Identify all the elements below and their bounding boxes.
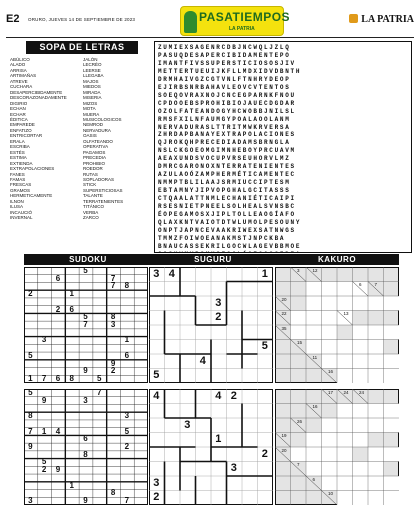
kakuro-clue: 16 xyxy=(312,404,318,409)
word-list-item: TALANTE xyxy=(83,193,103,199)
sudoku-given: 3 xyxy=(41,335,47,345)
letter-grid xyxy=(154,41,412,253)
word-list-item: INCAUCIÓ xyxy=(10,209,33,215)
word-list-item: ILUSA xyxy=(10,204,24,210)
letter-row: BNAUCASSEKRILGOCWLAGEVBBMOE xyxy=(158,242,302,250)
sudoku-given: 5 xyxy=(97,374,102,384)
word-list-item: SOPLADORAS xyxy=(83,176,115,182)
word-list-item: INVERNAL xyxy=(10,215,33,221)
sudoku-given: 6 xyxy=(55,273,61,283)
sudoku-given: 2 xyxy=(28,289,33,299)
sudoku-given: 5 xyxy=(83,312,88,322)
suguru-given: 3 xyxy=(153,267,160,280)
letter-row: TMMZFOIWOEANAKMSTJNPCKBA xyxy=(158,234,286,242)
letter-row: NSLCKGOEOMGIMNHEBOYPRCUAVM xyxy=(158,147,296,155)
word-list-item: NEMROD xyxy=(83,122,103,128)
letter-row: ZUMIEXSAGENRCDBJNCWQLJZLQ xyxy=(158,44,291,51)
kakuro-section xyxy=(275,254,399,265)
sudoku-given: 3 xyxy=(83,395,88,405)
kakuro-clue: 6 xyxy=(312,476,315,482)
letter-row xyxy=(158,251,408,253)
word-list-item: FAMAS xyxy=(10,176,26,182)
letter-row: DRMHAIVGZCGTVNLFTNHRYDEOP xyxy=(158,75,291,83)
pasatiempos-logo xyxy=(180,6,291,36)
letter-row: AZULAOÓZAMPHERMÉTICAMENTEC xyxy=(158,171,296,179)
sudoku-given: 3 xyxy=(28,496,33,506)
sudoku-title: SUDOKU xyxy=(24,254,152,265)
kakuro-clue: 20 xyxy=(281,296,287,302)
sudoku-given: 5 xyxy=(41,457,47,467)
suguru-given: 5 xyxy=(153,369,160,382)
sudoku-given: 9 xyxy=(83,366,88,376)
letter-row: CTQAALATTNMLECHANIÉTICAIPI xyxy=(158,195,296,203)
word-list-item: JALÓN xyxy=(83,57,98,62)
sudoku-section xyxy=(24,254,152,265)
letter-row: NERVADURASLTTRITMWKRVERSA xyxy=(158,123,291,131)
sudoku-given: 5 xyxy=(83,265,88,275)
sudoku-given: 1 xyxy=(28,374,33,384)
sudoku-grid-1 xyxy=(24,267,148,383)
suguru-given: 4 xyxy=(168,267,175,280)
suguru-given: 2 xyxy=(261,447,268,460)
kakuro-clue: 20 xyxy=(281,447,287,453)
sudoku-given: 3 xyxy=(110,319,116,329)
letter-row: AEAXUNDSVOCUPVRSEUHORVLMZ xyxy=(158,155,291,163)
word-list-item: DESCORAZONADAMENTE xyxy=(10,95,67,101)
suguru-given: 2 xyxy=(230,389,237,402)
sudoku-given: 7 xyxy=(41,374,47,384)
suguru-given: 3 xyxy=(230,462,237,475)
word-list-item: SUPERSTICIOSAS xyxy=(83,187,123,193)
word-list-item: LLEGABA xyxy=(83,73,104,79)
kakuro-clue: 16 xyxy=(327,369,333,374)
header-divider xyxy=(6,37,414,38)
kakuro-clue: 19 xyxy=(281,433,287,438)
word-list-item: NERVADURA xyxy=(83,127,111,133)
letter-row: RMSFXILNFAUMGYPOALAOOLANM xyxy=(158,115,291,123)
word-list-item: ENTRICORTAR xyxy=(10,133,43,139)
letter-row: NMMPTBLILAAJSRMIUCCIPTESM xyxy=(158,179,291,187)
word-list-item: STICK xyxy=(83,182,97,188)
sudoku-given: 1 xyxy=(69,289,74,299)
sudoku-given: 8 xyxy=(110,312,116,322)
sudoku-given: 7 xyxy=(124,496,130,506)
letter-row: ONPTJAPNCEVAAKRIWEXSATNWGS xyxy=(158,226,296,234)
sudoku-given: 8 xyxy=(110,488,116,498)
page-header xyxy=(6,6,414,36)
word-list-item: MIRADA xyxy=(83,89,101,95)
word-list-item: MAJOS xyxy=(83,78,99,84)
word-list-item: GRAMOS xyxy=(10,187,31,193)
word-list-item: ERALA xyxy=(10,138,25,144)
sudoku-given: 8 xyxy=(124,281,130,291)
word-list-item: ESTIMA xyxy=(10,155,27,161)
sudoku-given: 8 xyxy=(69,374,74,384)
sudoku-given: 9 xyxy=(55,465,61,475)
sudoku-given: 3 xyxy=(124,411,130,421)
suguru-given: 2 xyxy=(153,491,160,504)
word-list-item: PAGAMOS xyxy=(83,149,106,155)
word-list-item: TITÁNICO xyxy=(83,204,104,210)
sudoku-grid-2 xyxy=(24,389,148,505)
word-list-item: ZARCO xyxy=(83,215,99,221)
word-list-item: ÉDITICA xyxy=(10,116,28,122)
word-list-item: PRECEDIA xyxy=(83,155,107,161)
kakuro-grid-1 xyxy=(275,267,399,383)
mascot-icon xyxy=(184,11,197,33)
suguru-given: 5 xyxy=(261,340,268,353)
sudoku-given: 4 xyxy=(55,426,61,436)
kakuro-clue: 15 xyxy=(296,340,302,345)
suguru-title: SUGURU xyxy=(149,254,277,265)
word-list-item: MISERIA xyxy=(83,95,102,101)
word-list-item: FRESCAS xyxy=(10,182,32,188)
word-list-item: ARRISA xyxy=(10,67,27,73)
kakuro-clue: 13 xyxy=(343,311,349,316)
suguru-given: 1 xyxy=(261,267,268,280)
sudoku-given: 1 xyxy=(41,426,47,436)
word-list-item: ILNON xyxy=(10,198,24,204)
sudoku-given: 2 xyxy=(124,441,130,451)
sudoku-given: 2 xyxy=(41,465,47,475)
sudoku-given: 9 xyxy=(83,496,88,506)
sudoku-given: 7 xyxy=(110,281,116,291)
suguru-given: 1 xyxy=(215,433,222,446)
suguru-lines xyxy=(149,267,273,383)
logo-subtitle: LA PATRIA xyxy=(229,26,255,32)
word-list-item: MOTA xyxy=(83,106,96,112)
word-list-item: HERMETICAMENTE xyxy=(10,193,53,199)
sudoku-given: 1 xyxy=(69,480,74,490)
sudoku-given: 8 xyxy=(83,449,88,459)
sudoku-given: 9 xyxy=(28,441,33,451)
word-list-item: LEERSE xyxy=(83,67,101,73)
sudoku-given: 5 xyxy=(28,350,33,360)
letter-row: PASUQDESAPERCIBIDAMENTEPO xyxy=(158,51,291,59)
word-list-item: ENFATIZO xyxy=(10,127,32,133)
letter-row: ÉOPEGAMOSXJIPLTOLLEAOGÍAFO xyxy=(158,211,296,219)
word-list-item: DIGIRIO xyxy=(10,100,28,106)
word-list-item: ROEDOR xyxy=(83,166,103,172)
sudoku-given: 7 xyxy=(110,273,116,283)
letter-row: CPDOOEBSPROHIBIOJAUECDGDAR xyxy=(158,99,296,107)
word-list-item: EMPAREDE xyxy=(10,122,35,128)
kakuro-grid-2 xyxy=(275,389,399,505)
page-number: E2 xyxy=(6,13,20,25)
word-list-item: ESCRIBA xyxy=(10,144,30,150)
word-list-item: ARTIMAÑAS xyxy=(10,73,37,79)
suguru-given: 3 xyxy=(153,476,160,489)
letter-row: QLAXKNTVAIOTDTWLUMOLPESOUNY xyxy=(158,218,302,226)
logo-title: PASATIEMPOS xyxy=(199,10,291,24)
word-list-item: OASIS xyxy=(83,133,97,139)
word-list xyxy=(10,57,152,253)
sudoku-given: 1 xyxy=(124,335,130,345)
word-list-item: OLFATEANDO xyxy=(83,138,113,144)
sudoku-given: 7 xyxy=(83,319,88,329)
letter-row: DMRCGARONOXNTERRATENIENTES xyxy=(158,163,296,171)
word-list-item: MUSICOLOGICOS xyxy=(83,116,122,122)
sudoku-given: 6 xyxy=(124,350,130,360)
sudoku-given: 9 xyxy=(41,395,47,405)
sudoku-given: 7 xyxy=(28,426,33,436)
sudoku-given: 8 xyxy=(28,411,33,421)
word-list-item: FANES xyxy=(10,171,25,177)
kakuro-clue: 3 xyxy=(296,267,300,273)
letter-row: RSESNIETPNEELSOLHEALSVNSBC xyxy=(158,203,296,211)
sudoku-given: 7 xyxy=(97,387,102,397)
suguru-grid-1 xyxy=(149,267,273,383)
sudoku-given: 2 xyxy=(110,366,116,376)
letter-row: SOEQOVRAXNOJCNCEGPARNKFNOU xyxy=(158,91,296,99)
sudoku-given: 9 xyxy=(110,358,116,368)
sudoku-given: 5 xyxy=(124,426,130,436)
word-list-item: EXTIENDA xyxy=(10,160,33,166)
letter-row: METTERTUEUIJKFLLMDXIDVDBNTH xyxy=(158,67,302,75)
word-list-column-1 xyxy=(10,57,79,253)
letter-row: IMANTFIVSSUPERSTICIOSOSJIV xyxy=(158,59,296,67)
kakuro-clue: 10 xyxy=(327,491,333,496)
suguru-given: 4 xyxy=(215,389,222,402)
kakuro-clue: 24 xyxy=(358,389,364,395)
letter-row: EJIRBSNRBAHAVLEOVCVTENTOS xyxy=(158,83,291,91)
kakuro-clue: 6 xyxy=(358,282,362,287)
word-list-item: ECHAN xyxy=(10,106,26,112)
suguru-section xyxy=(149,254,277,265)
letter-row: QJROKQHPRECEDIADAMSBRNGLA xyxy=(158,139,291,147)
suguru-given: 3 xyxy=(215,296,222,309)
word-list-column-2 xyxy=(83,57,152,253)
word-list-item: PROHIBIO xyxy=(83,160,106,166)
brand-name xyxy=(349,14,414,25)
word-list-item: OPERATIVA xyxy=(83,144,109,150)
brand-label: LA PATRIA xyxy=(361,14,414,25)
brand-flag-icon xyxy=(349,14,358,23)
dateline: ORURO, JUEVES 14 DE SEPTIEMBRE DE 2023 xyxy=(28,17,136,22)
suguru-given: 4 xyxy=(199,354,206,367)
suguru-grid-2 xyxy=(149,389,273,505)
word-list-item: EXTRAPOLACIONES xyxy=(10,166,55,172)
kakuro-clue: 12 xyxy=(312,267,318,273)
word-list-item: ATREVE xyxy=(10,78,28,84)
sudoku-given: 6 xyxy=(55,374,61,384)
sudoku-given: 6 xyxy=(83,434,88,444)
suguru-given: 4 xyxy=(153,389,160,402)
word-list-item: RUTAS xyxy=(83,171,98,177)
suguru-given: 2 xyxy=(215,311,222,324)
word-list-item: ABÚLICO xyxy=(10,57,30,62)
letter-row: EBTAMNYJIPVOPGHALGCITASSS xyxy=(158,187,291,195)
kakuro-clue: 7 xyxy=(296,462,300,467)
kakuro-lines xyxy=(275,267,399,383)
word-list-item: MUERA xyxy=(83,111,100,117)
word-list-item: TERRATENIENTES xyxy=(83,198,124,204)
suguru-given: 3 xyxy=(184,418,191,431)
letter-row: OZOLFATEANDOGYHCWOBBJNILSL xyxy=(158,107,296,115)
word-list-item: VERBA xyxy=(83,209,99,215)
word-list-item: ALADO xyxy=(10,62,26,68)
word-list-item: DESAPERCIBIDAMENTE xyxy=(10,89,63,95)
suguru-lines xyxy=(149,389,273,505)
kakuro-clue: 11 xyxy=(312,354,318,360)
sudoku-given: 2 xyxy=(55,304,61,314)
sudoku-given: 5 xyxy=(28,387,33,397)
kakuro-clue: 35 xyxy=(281,325,287,331)
kakuro-clue: 7 xyxy=(374,282,377,287)
word-list-item: ECHAR xyxy=(10,111,26,117)
kakuro-clue: 26 xyxy=(296,418,302,424)
word-list-item: MIEDOS xyxy=(83,84,101,90)
word-list-item: MIZOS xyxy=(83,100,98,106)
word-list-item: ESTÉS xyxy=(10,149,25,155)
sopa-title: SOPA DE LETRAS xyxy=(26,41,138,54)
word-list-item: CUCHARA xyxy=(10,84,33,90)
kakuro-title: KAKURO xyxy=(275,254,399,265)
kakuro-lines xyxy=(275,389,399,505)
word-list-item: LECRÉO xyxy=(83,62,102,68)
kakuro-clue: 24 xyxy=(343,389,349,395)
sopa-de-letras-section xyxy=(8,41,412,253)
letter-row: ZHRDAPBANAYEXTRAPOLACIONES xyxy=(158,131,296,139)
sudoku-given: 6 xyxy=(69,304,74,314)
kakuro-clue: 22 xyxy=(281,311,287,316)
kakuro-clue: 17 xyxy=(327,389,333,395)
